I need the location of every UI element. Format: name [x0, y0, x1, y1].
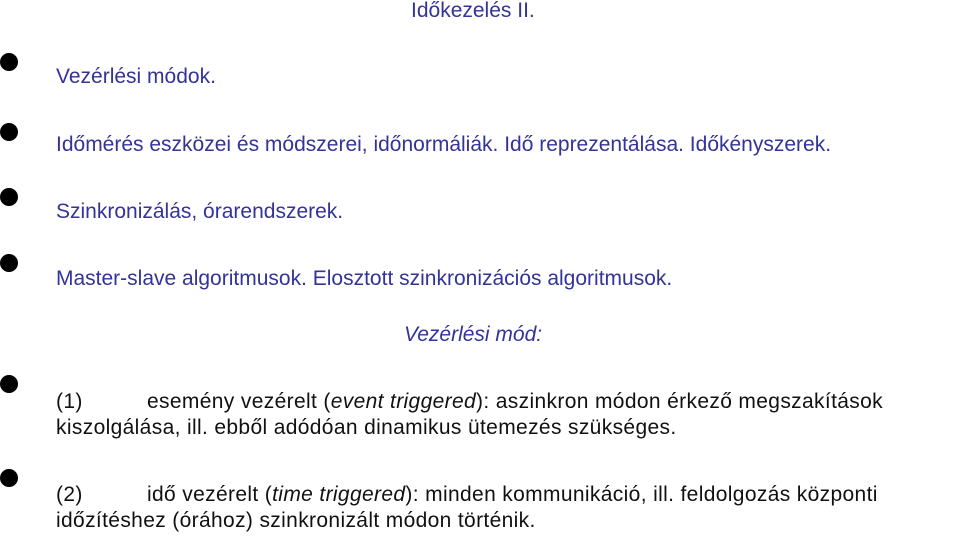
bullet-dot-icon [0, 375, 18, 393]
section-subheading: Vezérlési mód: [404, 323, 543, 346]
bullet-dot-icon [0, 53, 18, 71]
mode-term: idő vezérelt ( [147, 483, 273, 506]
bullet-dot-icon [0, 254, 18, 272]
bullet-dot-icon [0, 469, 18, 487]
list-item: Master-slave algoritmusok. Elosztott szinkronizációs algoritmusok. [56, 267, 673, 290]
bullet-dot-icon [0, 188, 18, 206]
bullet-dot-icon [0, 123, 18, 141]
mode-term-english: event triggered [330, 390, 477, 413]
control-mode-paragraph [56, 389, 946, 441]
mode-description: ): aszinkron módon érkező megszakítások kiszolgálása, ill. ebből adódóan dinamikus ütemezés szükséges. [56, 390, 884, 439]
list-item: Időmérés eszközei és módszerei, időnormáliák. Idő reprezentálása. Időkényszerek. [56, 133, 832, 156]
mode-description: ): minden kommunikáció, ill. feldolgozás központi időzítéshez (órához) szinkronizált módon történik. [56, 483, 878, 532]
mode-term-english: time triggered [272, 483, 406, 506]
mode-number: (1) [56, 390, 83, 413]
mode-number: (2) [56, 483, 83, 506]
list-item: Szinkronizálás, órarendszerek. [56, 200, 344, 223]
page-title: Időkezelés II. [411, 0, 535, 22]
list-item: Vezérlési módok. [56, 65, 216, 88]
mode-term: esemény vezérelt ( [147, 390, 331, 413]
control-mode-paragraph [56, 482, 946, 534]
